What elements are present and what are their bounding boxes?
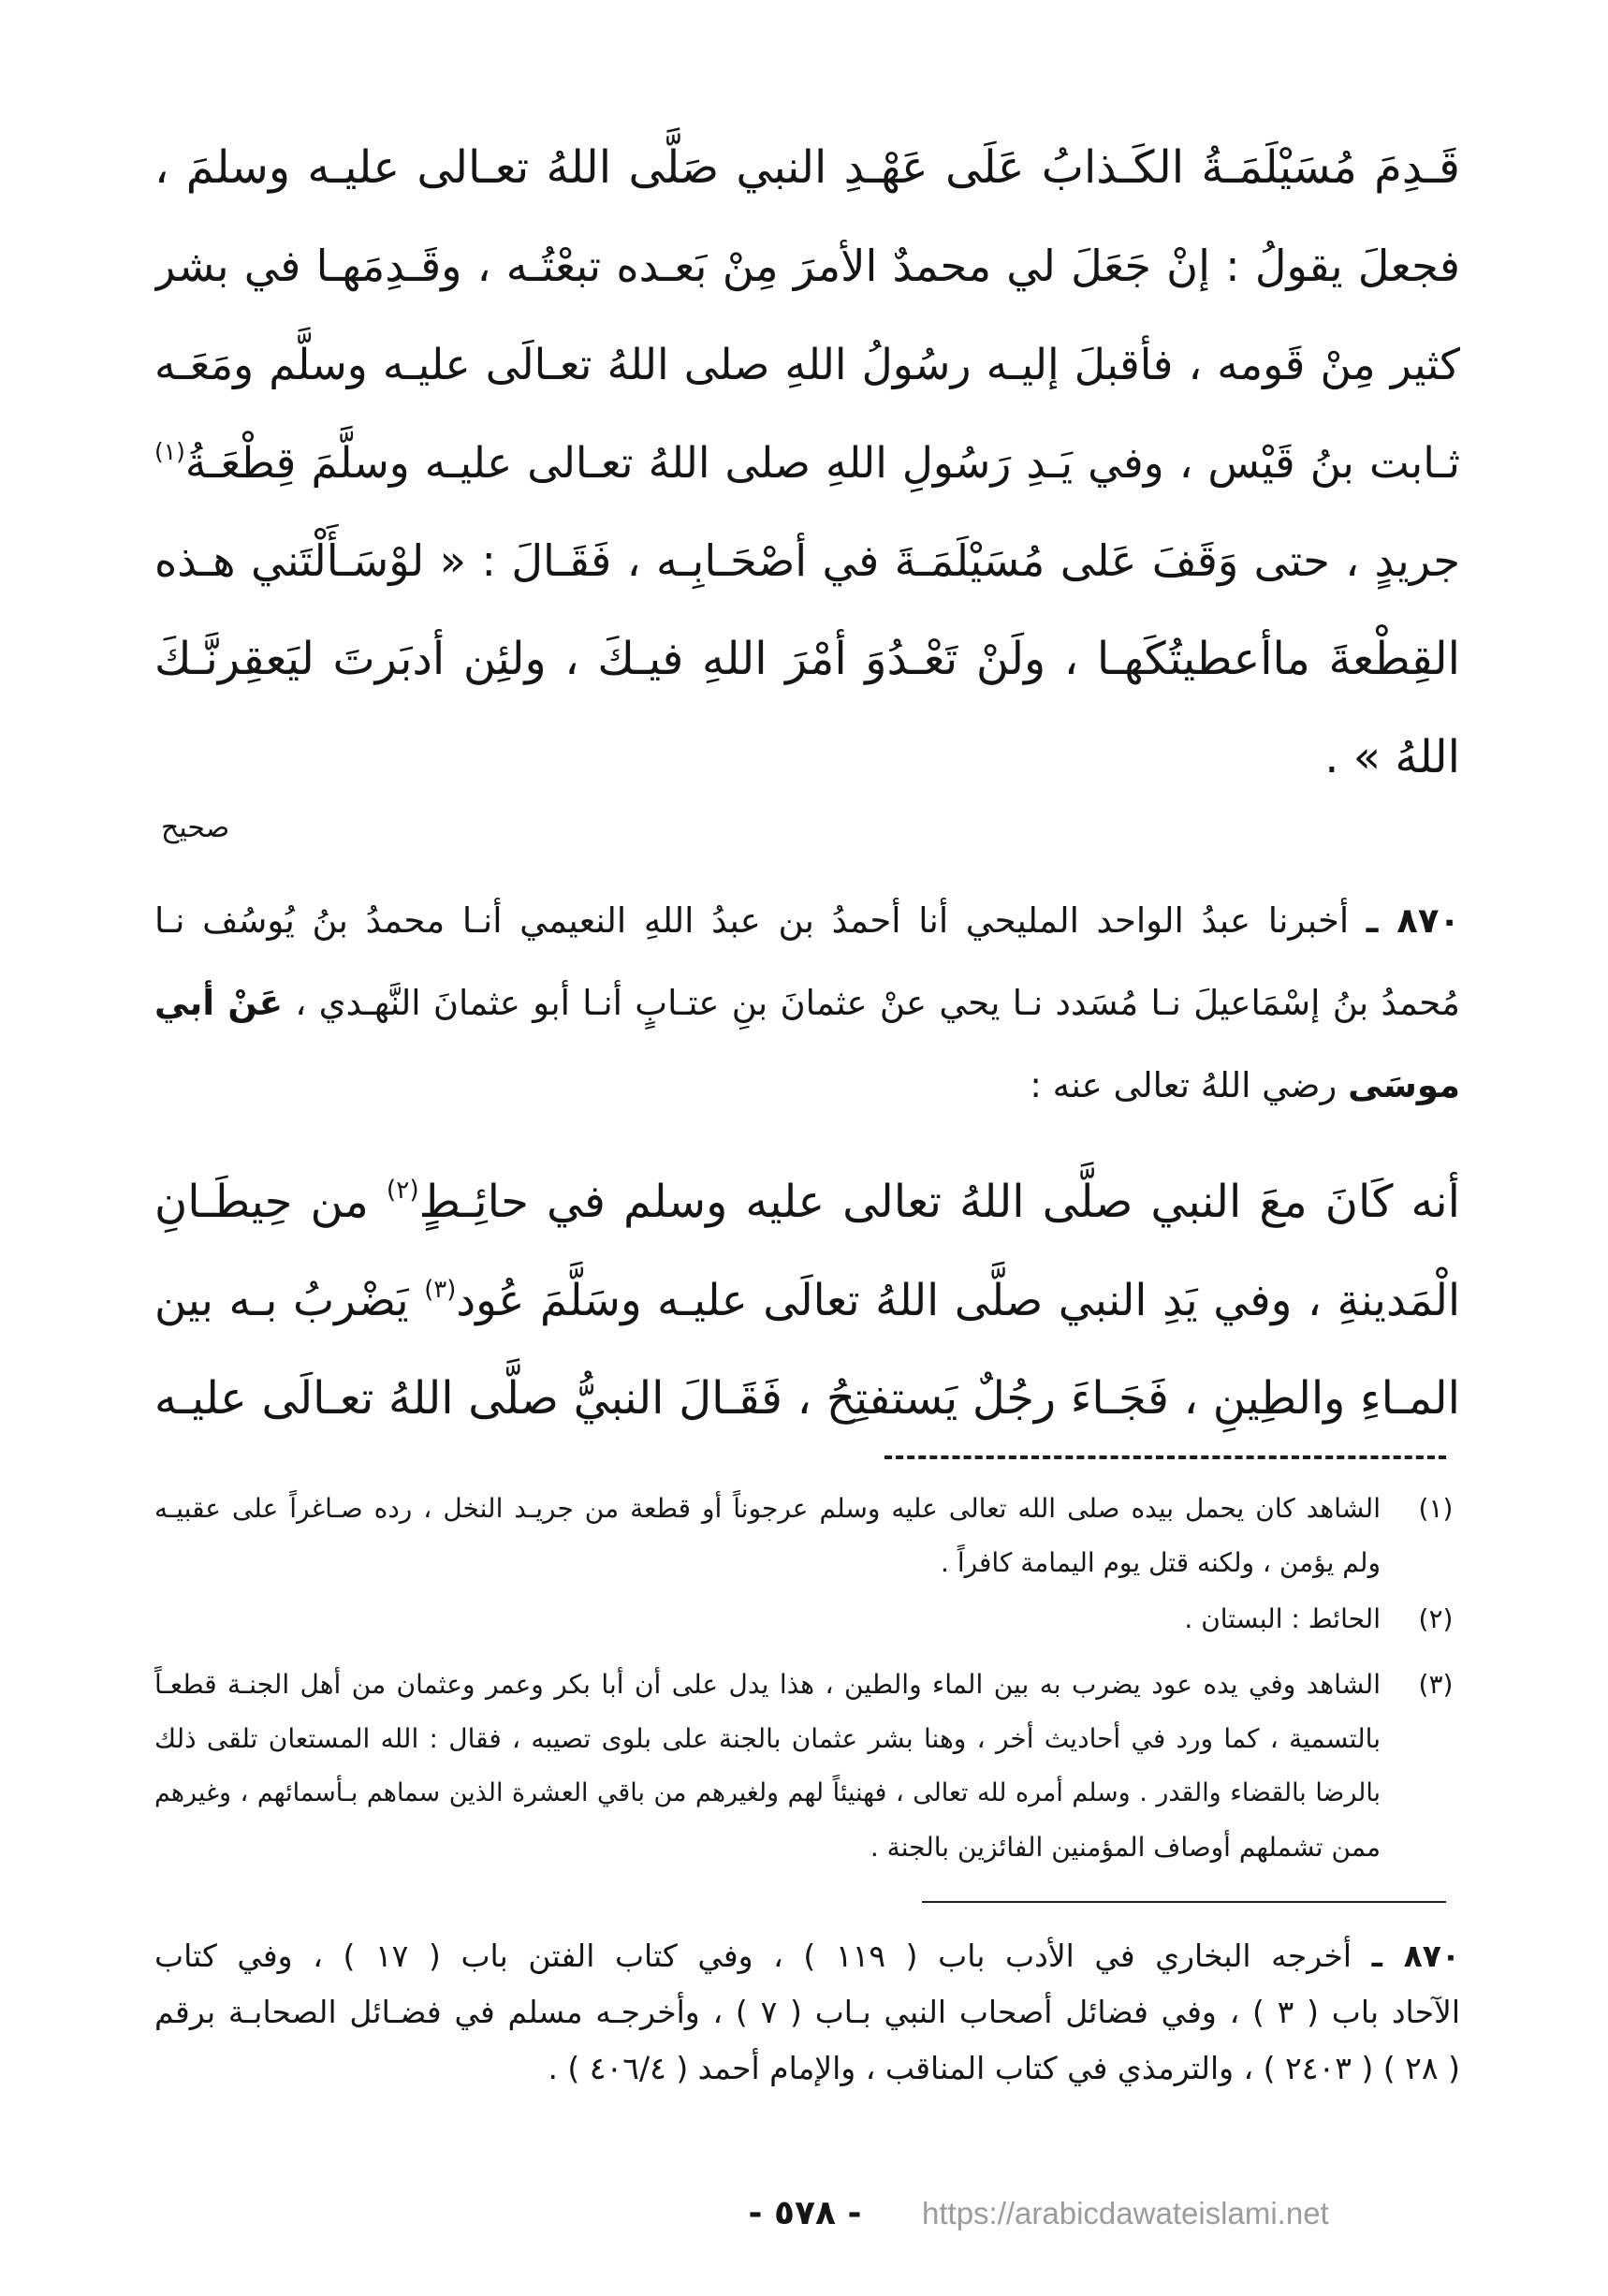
- text-line: [154, 119, 1460, 217]
- text-line: [154, 709, 1460, 807]
- text-line: [154, 315, 1460, 414]
- text-line: [154, 880, 1460, 962]
- text-line: [154, 1984, 1460, 2040]
- narrator-bold: عَنْ أبي: [154, 983, 284, 1023]
- footnote-ref: (١): [154, 438, 185, 466]
- line-text: مُحمدُ بنُ إسْمَاعيلَ نـا مُسَدد نـا يحي عنْ عثمانَ بنِ عتـابٍ أنـا أبو عثمانَ النَّهـدي ،: [295, 983, 1460, 1023]
- footnote-number: (٣): [1418, 1669, 1454, 1700]
- line-text: رضي اللهُ تعالى عنه :: [1030, 1065, 1338, 1105]
- line-text: أخبرنا عبدُ الواحد المليحي أنا أحمدُ بن عبدُ اللهِ النعيمي أنـا محمدُ بنُ يُوسُف نـا: [154, 900, 1350, 941]
- line-text: من حِيطَـانِ: [154, 1176, 369, 1228]
- line-text: ثـابت بنُ قَيْس ، وفي يَـدِ رَسُولِ اللهِ صلى اللهُ تعـالى عليـه وسلَّمَ قِطْعَـةُ: [184, 438, 1460, 488]
- hadith-870-isnad: [154, 880, 1460, 1127]
- footnote-number: (٢): [1418, 1603, 1454, 1634]
- text-line: [154, 1251, 1460, 1350]
- footnote-line: الشاهد كان يحمل بيده صلى الله تعالى عليه وسلم عرجوناً أو قطعة من جريـد النخل ، رده صـاغراً على عقبيـه: [154, 1493, 1381, 1524]
- line-text: فجعلَ يقولُ : إنْ جَعَلَ لي محمدٌ الأمرَ مِنْ بَعـده تبعْتُـه ، وقَـدِمَهـا في بشر: [154, 241, 1460, 291]
- footnote-line: ولم يؤمن ، ولكنه قتل يوم اليمامة كافراً .: [941, 1547, 1381, 1578]
- takhrij-separator: [922, 1901, 1446, 1903]
- narrator-bold: موسَى: [1348, 1065, 1460, 1105]
- line-text: الآحاد باب ( ٣ ) ، وفي فضائل أصحاب النبي بـاب ( ٧ ) ، وأخرجـه مسلم في فضـائل الصحابـة برقم: [154, 1994, 1460, 2030]
- hadith-870-matn: [154, 1153, 1460, 1448]
- line-text: قَـدِمَ مُسَيْلَمَـةُ الكَـذابُ عَلَى عَهْـدِ النبي صَلَّى اللهُ تعـالى عليـه وسلمَ ،: [154, 141, 1460, 194]
- text-line: [154, 414, 1460, 512]
- hadith-number: ٨٧٠ ـ: [1371, 1938, 1460, 1974]
- footnote-3: [154, 1658, 1460, 1863]
- footnote-separator: [884, 1455, 1446, 1459]
- text-line: [154, 1350, 1460, 1448]
- line-text: كثير مِنْ قَومه ، فأقبلَ إليـه رسُولُ اللهِ صلى اللهُ تعـالَى عليـه وسلَّم ومَعَـه: [154, 340, 1460, 389]
- line-text: أخرجه البخاري في الأدب باب ( ١١٩ ) ، وفي كتاب الفتن باب ( ١٧ ) ، وفي كتاب: [154, 1938, 1352, 1974]
- footnote-line: الشاهد وفي يده عود يضرب به بين الماء والطين ، هذا يدل على أن أبا بكر وعمر وعثمان من أهل الجنـة قطعـاً: [154, 1669, 1381, 1700]
- text-line: [154, 217, 1460, 315]
- text-line: [154, 962, 1460, 1045]
- footnote-line: الحائط : البستان .: [1184, 1603, 1381, 1634]
- footnote-line: بالرضا بالقضاء والقدر . وسلم أمره لله تعالى ، فهنيئاً لهم ولغيرهم من باقي العشرة الذين سماهم بـأسمائهم ، وغيرهم: [154, 1778, 1381, 1807]
- footnote-line: ممن تشملهم أوصاف المؤمنين الفائزين بالجنة .: [870, 1832, 1381, 1863]
- footnote-ref: (٢): [386, 1176, 419, 1206]
- footnote-line: بالتسمية ، كما ورد في أحاديث أخر ، وهنا بشر عثمان بالجنة على بلوى تصيبه ، فقال : الله المستعان تلقى ذلك: [154, 1723, 1381, 1754]
- text-line: [154, 1045, 1460, 1127]
- text-line: [154, 2040, 1460, 2097]
- hadith-grade: صحيح: [161, 812, 230, 844]
- takhrij-870: [154, 1928, 1460, 2097]
- line-text: يَضْربُ بـه بين: [154, 1275, 409, 1326]
- hadith-number: ٨٧٠ ـ: [1366, 900, 1460, 941]
- footnote-number: (١): [1418, 1493, 1454, 1524]
- footnote-text: [154, 1482, 1381, 1590]
- line-text: أنه كَانَ معَ النبي صلَّى اللهُ تعالى عليه وسلم في حائِـطٍ: [418, 1176, 1460, 1228]
- footnote-text: [154, 1658, 1381, 1875]
- hadith-869-matn: [154, 119, 1460, 807]
- text-line: [154, 1928, 1460, 1984]
- line-text: اللهُ » .: [1324, 731, 1460, 783]
- footnote-ref: (٣): [424, 1275, 457, 1304]
- footnote-text: [154, 1592, 1381, 1646]
- watermark: https://arabicdawateislami.net: [922, 2196, 1329, 2230]
- footnote-2: [154, 1592, 1460, 1648]
- text-line: [154, 512, 1460, 610]
- line-text: ( ٢٨ ) ( ٢٤٠٣ ) ، والترمذي في كتاب المناقب ، والإمام أحمد ( ٤٠٦/٤ ) .: [548, 2050, 1460, 2086]
- page-number: - ٥٧٨ -: [748, 2194, 862, 2232]
- line-text: القِطْعةَ ماأعطيتُكَهـا ، ولَنْ تَعْـدُوَ أمْرَ اللهِ فيـكَ ، ولئِن أدبَرتَ ليَعقِرنَّـكَ: [154, 633, 1460, 685]
- footnote-1: [154, 1482, 1460, 1578]
- line-text: المـاءِ والطِينِ ، فَجَـاءَ رجُلٌ يَستفتِحُ ، فَقَـالَ النبيُّ صلَّى اللهُ تعـالَى عليـه: [154, 1372, 1460, 1425]
- text-line: [154, 1153, 1460, 1251]
- line-text: جريدٍ ، حتى وَقَفَ عَلى مُسَيْلَمَـةَ في أصْحَـابِـه ، فَقَـالَ : « لوْسَـأَلْتَني هـذه: [154, 535, 1460, 586]
- text-line: [154, 610, 1460, 709]
- line-text: الْمَدينةِ ، وفي يَدِ النبي صلَّى اللهُ تعالَى عليـه وسَلَّمَ عُود: [456, 1275, 1460, 1326]
